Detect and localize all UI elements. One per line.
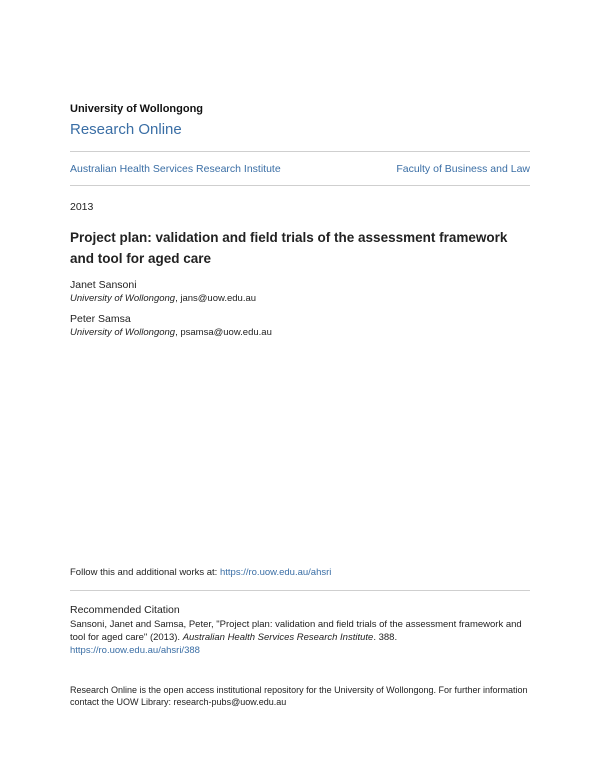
follow-line xyxy=(70,567,331,578)
divider-top xyxy=(70,151,530,152)
author-email: jans@uow.edu.au xyxy=(180,293,257,304)
author-name: Peter Samsa xyxy=(70,313,131,325)
follow-text: Follow this and additional works at: xyxy=(70,567,220,578)
recommended-citation-heading: Recommended Citation xyxy=(70,604,180,616)
institute-link[interactable]: Australian Health Services Research Institute xyxy=(70,163,281,175)
divider-bottom xyxy=(70,590,530,591)
recommended-citation xyxy=(70,618,530,657)
university-name: University of Wollongong xyxy=(70,103,204,115)
follow-link[interactable]: https://ro.uow.edu.au/ahsri xyxy=(219,567,332,578)
document-title: Project plan: validation and field trials of the assessment framework and tool for aged care xyxy=(70,230,508,266)
research-online-link[interactable]: Research Online xyxy=(70,121,182,138)
publication-year: 2013 xyxy=(70,201,94,213)
citation-text: Sansoni, Janet and Samsa, Peter, "Project plan: validation and field trials of the assessment framework and tool for aged care" (2013). xyxy=(70,619,522,643)
citation-link[interactable]: https://ro.uow.edu.au/ahsri/388 xyxy=(70,645,200,656)
affiliation-name: University of Wollongong xyxy=(70,293,176,304)
repository-footer: Research Online is the open access institutional repository for the University of Wollongong. For further information contact the UOW Library: research-pubs@uow.edu.au xyxy=(70,685,528,707)
affiliation-sep: , xyxy=(175,293,181,304)
author-email: psamsa@uow.edu.au xyxy=(180,327,272,338)
affiliation-sep: , xyxy=(175,327,181,338)
citation-number: . 388. xyxy=(373,632,398,643)
author-affiliation xyxy=(70,327,272,338)
author-block xyxy=(70,313,272,338)
author-name: Janet Sansoni xyxy=(70,279,137,291)
author-affiliation xyxy=(70,293,256,304)
affiliation-name: University of Wollongong xyxy=(70,327,176,338)
divider-units xyxy=(70,185,530,186)
faculty-link[interactable]: Faculty of Business and Law xyxy=(396,163,530,175)
author-block xyxy=(70,279,256,304)
citation-series: Australian Health Services Research Institute xyxy=(182,632,374,643)
